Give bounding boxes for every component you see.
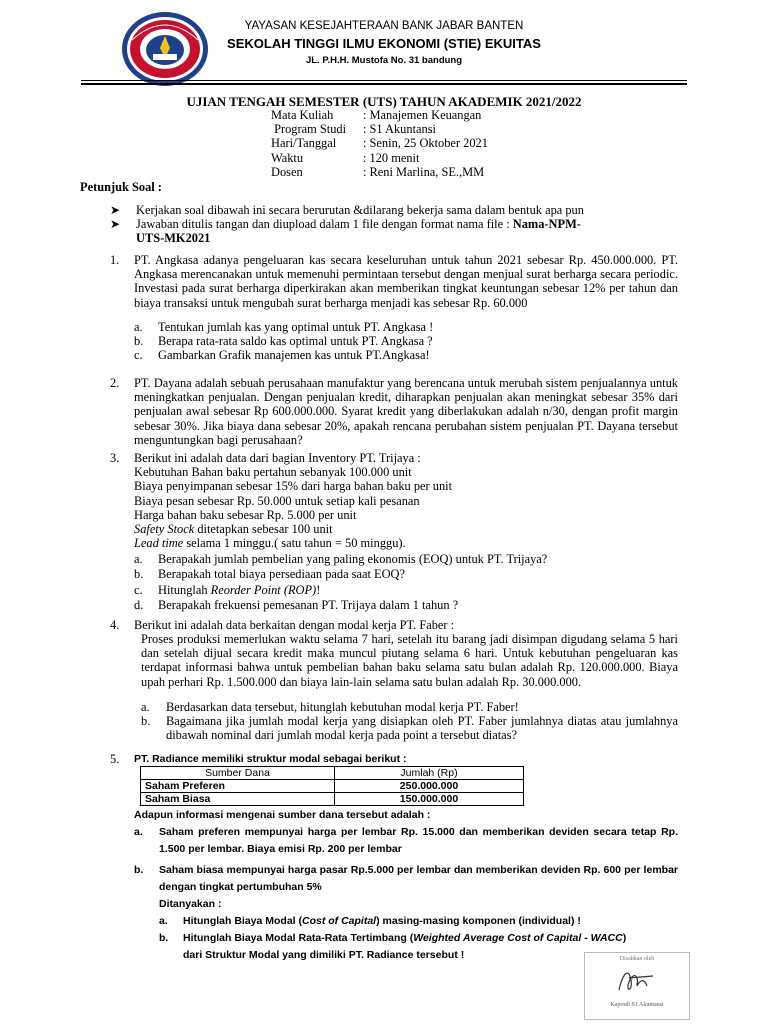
exam-title: UJIAN TENGAH SEMESTER (UTS) TAHUN AKADEMIK 2021/2022 (186, 94, 582, 109)
question-number: 3. (110, 451, 120, 465)
table-header: Jumlah (Rp) (335, 767, 524, 780)
question-number: 1. (110, 253, 120, 267)
sub-item: b. Berapakah total biaya persediaan pada saat EOQ? (134, 567, 406, 582)
question-3-block (134, 451, 678, 550)
header-rule-top (81, 80, 687, 81)
ask-item: b. Hitunglah Biaya Modal Rata-Rata Tertimbang (Weighted Average Cost of Capital - WACC) dari Struktur Modal yang dimiliki PT. Radiance tersebut ! (159, 932, 627, 961)
instruction-item: ➤ Kerjakan soal dibawah ini secara berurutan &dilarang bekerja sama dalam bentuk apa pun (110, 203, 584, 217)
meta-lecturer: Dosen : Reni Marlina, SE.,MM (271, 164, 485, 179)
table-header-row (141, 767, 524, 780)
question-1-subs (134, 320, 674, 363)
stamp-top-text: Disahkan oleh (619, 956, 655, 962)
point-item: b. Saham biasa mempunyai harga pasar Rp.5.000 per lembar dan memberikan deviden Rp. 600 per lembar dengan tingkat pertumbuhan 5% (134, 864, 678, 893)
data-line: Biaya pesan sebesar Rp. 50.000 untuk setiap kali pesanan (134, 493, 420, 508)
sub-item: d. Berapakah frekuensi pemesanan PT. Trijaya dalam 1 tahun ? (134, 598, 459, 613)
question-1-text: PT. Angkasa adanya pengeluaran kas secara keseluruhan untuk tahun 2021 sebesar Rp. 450.000.000. PT. Angkasa merencanakan untuk memenuhi permintaan tersebut dengan menjual surat berharga secara periodic. Investasi pada surat berharga diperkirakan akan memberikan tingkat keuntungan sebesar 12% per tahun dan biaya transaksi untuk mengubah surat berharga menjadi kas sebesar Rp. 60.000 (134, 253, 678, 310)
sub-item: c. Hitunglah Reorder Point (ROP)! (134, 582, 321, 597)
school-name: SEKOLAH TINGGI ILMU EKONOMI (STIE) EKUITAS (227, 36, 541, 51)
meta-program: Program Studi : S1 Akuntansi (271, 122, 436, 137)
question-4-text: Proses produksi memerlukan waktu selama 7 hari, setelah itu barang jadi disimpan digudang selama 5 hari dan setelah dijual secara kredit maka muncul piutang selama 6 hari. Untuk kebutuhan pengeluaran kas terdapat informasi bahwa untuk pembelian bahan baku selama satu bulan adalah Rp. 120.000.000. Biaya upah perhari Rp. 1.500.000 dan biaya lain-lain selama satu bulan adalah Rp. 30.000.000. (141, 632, 678, 689)
sub-item: c. Gambarkan Grafik manajemen kas untuk PT.Angkasa! (134, 348, 430, 363)
exam-meta (271, 108, 488, 179)
table-row (141, 780, 524, 793)
sub-item: a. Berdasarkan data tersebut, hitunglah kebutuhan modal kerja PT. Faber! (141, 700, 519, 714)
question-4-intro: Berikut ini adalah data berkaitan dengan modal kerja PT. Faber : (134, 618, 455, 632)
arrow-bullet-icon: ➤ (110, 217, 121, 232)
question-number: 2. (110, 376, 120, 390)
foundation-name: YAYASAN KESEJAHTERAAN BANK JABAR BANTEN (244, 20, 524, 32)
question-number: 5. (110, 752, 120, 766)
stamp-bottom-text: Kaprodi S1 Akuntansi (610, 1002, 664, 1008)
signature-icon (585, 962, 689, 998)
meta-duration: Waktu : 120 menit (271, 150, 420, 165)
data-line: Kebutuhan Bahan baku pertahun sebanyak 100.000 unit (134, 465, 412, 480)
question-5-ask: Ditanyakan : (159, 898, 222, 910)
data-line: Lead time selama 1 minggu.( satu tahun = 50 minggu). (134, 536, 406, 551)
data-line: Safety Stock ditetapkan sebesar 100 unit (134, 522, 333, 537)
data-line: Biaya penyimpanan sebesar 15% dari harga bahan baku per unit (134, 479, 453, 494)
question-2-text: PT. Dayana adalah sebuah perusahaan manufaktur yang berencana untuk merubah sistem penjualannya untuk meningkatkan penjualan. Dengan penjualan kredit, diharapkan penjualan akan meningkat sebesar 35% dari penjualan awal sebesar Rp 600.000.000. Syarat kredit yang diberlakukan adalah n/30, dengan profit margin sebesar 30%. Jika biaya dana sebesar 20%, apakah rencana perubahan sistem penjualan PT. Dayana tersebut menguntungkan bagi perusahaan? (134, 376, 678, 447)
question-3-intro: Berikut ini adalah data dari bagian Inventory PT. Trijaya : (134, 451, 421, 465)
table-cell: Saham Preferen (141, 780, 335, 793)
table-row (141, 793, 524, 806)
table-header: Sumber Dana (141, 767, 335, 780)
sub-item: a. Berapakah jumlah pembelian yang paling ekonomis (EOQ) untuk PT. Trijaya? (134, 552, 548, 566)
header-rule-bottom (81, 83, 687, 85)
instruction-item: ➤ Jawaban ditulis tangan dan diupload dalam 1 file dengan format nama file : Nama-NPM- UTS-MK2021 (110, 217, 581, 246)
sub-item: b. Bagaimana jika jumlah modal kerja yang disiapkan oleh PT. Faber jumlahnya diatas atau jumlahnya dibawah nominal dari jumlah modal kerja pada point a tersebut diatas? (141, 714, 678, 743)
question-5-points (134, 824, 678, 964)
meta-date: Hari/Tanggal : Senin, 25 Oktober 2021 (271, 136, 488, 151)
approval-stamp (584, 952, 690, 1020)
arrow-bullet-icon: ➤ (110, 203, 121, 217)
instructions-heading: Petunjuk Soal : (80, 180, 162, 194)
ask-item: a. Hitunglah Biaya Modal (Cost of Capital) masing-masing komponen (individual) ! (159, 915, 581, 927)
question-number: 4. (110, 618, 120, 632)
school-address: JL. P.H.H. Mustofa No. 31 bandung (305, 55, 463, 66)
instructions-list (110, 203, 690, 246)
question-5-info: Adapun informasi mengenai sumber dana tersebut adalah : (134, 809, 431, 821)
sub-item: b. Berapa rata-rata saldo kas optimal untuk PT. Angkasa ? (134, 334, 433, 349)
question-4-subs (141, 700, 678, 743)
table-cell: 150.000.000 (335, 793, 524, 806)
sub-item: a. Tentukan jumlah kas yang optimal untuk PT. Angkasa ! (134, 320, 434, 334)
table-cell: 250.000.000 (335, 780, 524, 793)
meta-course: Mata Kuliah : Manajemen Keuangan (271, 108, 482, 122)
point-item: a. Saham preferen mempunyai harga per lembar Rp. 15.000 dan memberikan deviden secara tetap Rp. 1.500 per lembar. Biaya emisi Rp. 200 per lembar (134, 826, 678, 855)
question-3-subs (134, 552, 678, 614)
data-line: Harga bahan baku sebesar Rp. 5.000 per unit (134, 507, 357, 522)
capital-structure-table (140, 766, 524, 806)
question-5-intro: PT. Radiance memiliki struktur modal sebagai berikut : (134, 753, 407, 765)
table-cell: Saham Biasa (141, 793, 335, 806)
